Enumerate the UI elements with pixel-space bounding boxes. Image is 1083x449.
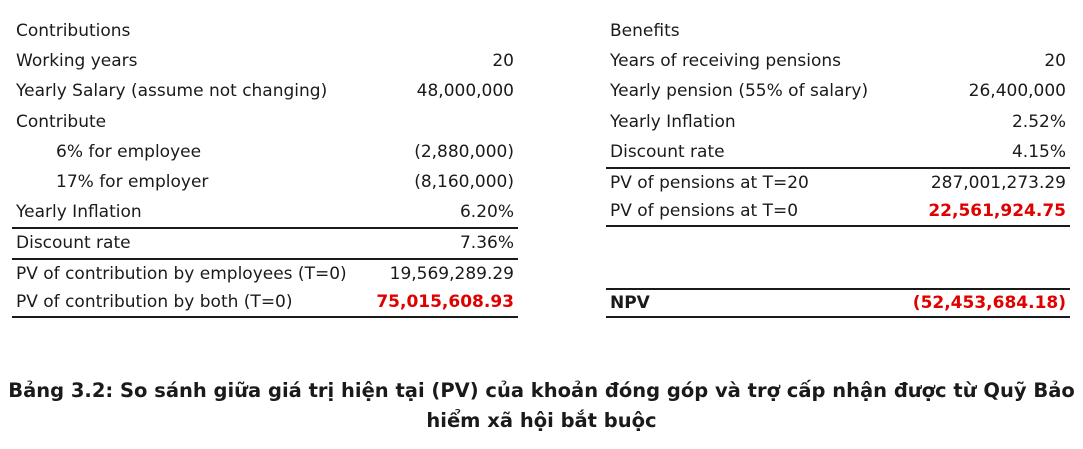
pension-years-row — [606, 46, 1070, 76]
contributions-table — [12, 16, 518, 318]
employer-contribution-row — [12, 167, 518, 197]
pension-years-label: Years of receiving pensions — [610, 51, 842, 72]
employee-contribution-value: (2,880,000) — [414, 141, 514, 162]
benefit-inflation-value: 2.52% — [1011, 111, 1066, 132]
benefit-discount-row — [606, 137, 1070, 167]
pv-t0-label: PV of pensions at T=0 — [610, 201, 799, 222]
benefit-discount-label: Discount rate — [610, 141, 725, 162]
benefit-inflation-label: Yearly Inflation — [610, 111, 736, 132]
salary-row — [12, 76, 518, 106]
npv-value: (52,453,684.18) — [912, 292, 1066, 313]
contributions-header: Contributions — [16, 21, 131, 42]
working-years-row — [12, 46, 518, 76]
benefit-discount-value: 4.15% — [1011, 141, 1066, 162]
caption-line-1: Bảng 3.2: So sánh giữa giá trị hiện tại (PV) của khoản đóng góp và trợ cấp nhận được từ Quỹ Bảo — [8, 379, 1075, 402]
yearly-pension-row — [606, 76, 1070, 106]
pv-employees-row — [12, 258, 518, 288]
yearly-pension-label: Yearly pension (55% of salary) — [610, 81, 869, 102]
contrib-discount-label: Discount rate — [16, 233, 131, 254]
contrib-discount-value: 7.36% — [459, 233, 514, 254]
salary-value: 48,000,000 — [416, 81, 514, 102]
benefits-header-row — [606, 16, 1070, 46]
spacer-row — [606, 227, 1070, 257]
pv-employees-value: 19,569,289.29 — [389, 263, 514, 284]
salary-label: Yearly Salary (assume not changing) — [16, 81, 328, 102]
benefits-header: Benefits — [610, 21, 680, 42]
contribute-row — [12, 107, 518, 137]
contribute-label: Contribute — [16, 111, 107, 132]
npv-label: NPV — [610, 292, 650, 313]
yearly-pension-value: 26,400,000 — [968, 81, 1066, 102]
pv-both-value: 75,015,608.93 — [376, 291, 514, 312]
caption-line-2: hiểm xã hội bắt buộc — [426, 409, 657, 432]
pv-both-label: PV of contribution by both (T=0) — [16, 291, 293, 312]
pv-employees-label: PV of contribution by employees (T=0) — [16, 263, 347, 284]
pv-t20-label: PV of pensions at T=20 — [610, 173, 809, 194]
working-years-label: Working years — [16, 51, 138, 72]
pv-t0-value: 22,561,924.75 — [928, 201, 1066, 222]
contrib-inflation-row — [12, 197, 518, 227]
employee-contribution-row — [12, 137, 518, 167]
pv-t20-value: 287,001,273.29 — [930, 173, 1066, 194]
benefit-inflation-row — [606, 107, 1070, 137]
benefits-table — [606, 16, 1070, 318]
contrib-inflation-value: 6.20% — [459, 202, 514, 223]
pv-t0-row — [606, 197, 1070, 227]
pension-years-value: 20 — [1044, 51, 1066, 72]
table-caption — [0, 376, 1083, 436]
contrib-inflation-label: Yearly Inflation — [16, 202, 142, 223]
employer-contribution-label: 17% for employer — [56, 172, 209, 193]
employer-contribution-value: (8,160,000) — [414, 172, 514, 193]
npv-row — [606, 288, 1070, 318]
pv-t20-row — [606, 167, 1070, 197]
contributions-header-row — [12, 16, 518, 46]
working-years-value: 20 — [492, 51, 514, 72]
spacer-row — [606, 258, 1070, 288]
employee-contribution-label: 6% for employee — [56, 141, 202, 162]
contrib-discount-row — [12, 227, 518, 257]
pv-both-row — [12, 288, 518, 318]
